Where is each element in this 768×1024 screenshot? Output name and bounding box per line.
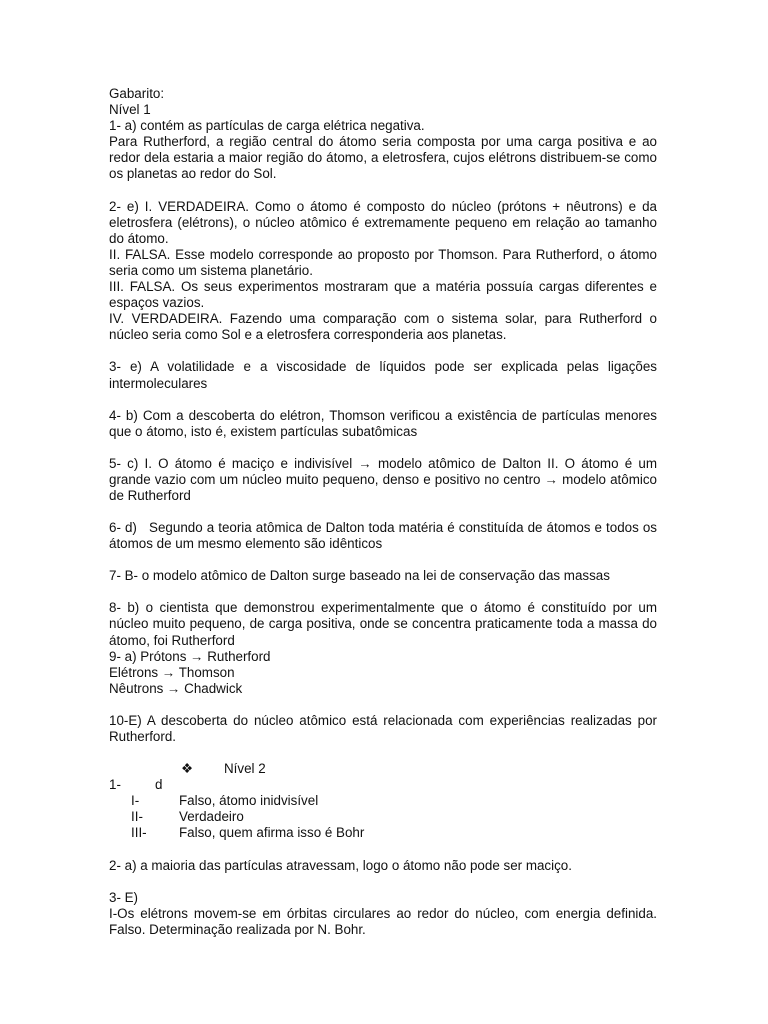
q10-answer: 10-E) A descoberta do núcleo atômico está relacionada com experiências realizadas por Rutherford. <box>109 712 657 744</box>
q2-item-2: II. FALSA. Esse modelo corresponde ao proposto por Thomson. Para Rutherford, o átomo seria como um sistema planetário. <box>109 246 657 278</box>
spacer <box>109 745 657 761</box>
spacer <box>109 842 657 858</box>
q9-line-2: Elétrons → Thomson <box>109 664 235 680</box>
spacer <box>109 392 657 408</box>
q2-item-4: IV. VERDADEIRA. Fazendo uma comparação com o sistema solar, para Rutherford o núcleo seria como Sol e a eletrosfera corresponderia aos planetas. <box>109 311 657 343</box>
level2-q1-answer: d <box>155 777 163 793</box>
level2-q3-item-1: I-Os elétrons movem-se em órbitas circulares ao redor do núcleo, com energia definida. Falso. Determinação realizada por N. Bohr. <box>109 905 657 937</box>
q1-answer: 1- a) contém as partículas de carga elétrica negativa. <box>109 118 425 134</box>
level2-heading <box>109 761 657 777</box>
list-item-text: Falso, quem afirma isso é Bohr <box>179 825 365 841</box>
level2-q1-number: 1- <box>109 777 121 793</box>
q3-answer: 3- e) A volatilidade e a viscosidade de líquidos pode ser explicada pelas ligações intermoleculares <box>109 359 657 391</box>
list-item <box>109 793 657 809</box>
list-item-numeral: II- <box>131 809 143 825</box>
list-item-numeral: I- <box>131 793 140 809</box>
list-item <box>109 825 657 841</box>
document-page <box>109 86 661 938</box>
q9-line-3: Nêutrons → Chadwick <box>109 680 243 696</box>
q7-answer: 7- B- o modelo atômico de Dalton surge baseado na lei de conservação das massas <box>109 568 610 584</box>
level2-q3-answer: 3- E) <box>109 889 139 905</box>
spacer <box>109 584 657 600</box>
spacer <box>109 440 657 456</box>
q8-answer: 8- b) o cientista que demonstrou experimentalmente que o átomo é constituído por um núcleo muito pequeno, de carga positiva, onde se concentra praticamente toda a massa do átomo, foi Rutherford <box>109 600 657 648</box>
q2-item-3: III. FALSA. Os seus experimentos mostraram que a matéria possuía cargas diferentes e espaços vazios. <box>109 279 657 311</box>
level1-heading: Nível 1 <box>109 102 151 118</box>
spacer <box>109 183 657 199</box>
doc-title: Gabarito: <box>109 86 165 101</box>
spacer <box>109 343 657 359</box>
spacer <box>109 874 657 890</box>
level2-q1 <box>109 777 657 793</box>
spacer <box>109 697 657 713</box>
level2-title: Nível 2 <box>224 761 266 777</box>
q6-answer: 6- d) Segundo a teoria atômica de Dalton toda matéria é constituída de átomos e todos os átomos de um mesmo elemento são idênticos <box>109 520 661 552</box>
spacer <box>109 504 657 520</box>
list-item <box>109 809 657 825</box>
list-item-text: Falso, átomo inidvisível <box>179 793 319 809</box>
level2-q2-answer: 2- a) a maioria das partículas atravessam, logo o átomo não pode ser maciço. <box>109 857 572 873</box>
q9-line-1: 9- a) Prótons → Rutherford <box>109 648 271 664</box>
q5-answer: 5- c) I. O átomo é maciço e indivisível → modelo atômico de Dalton II. O átomo é um grande vazio com um núcleo muito pequeno, denso e positivo no centro → modelo atômico de Rutherford <box>109 455 657 503</box>
list-item-numeral: III- <box>131 825 147 841</box>
q1-explanation: Para Rutherford, a região central do átomo seria composta por uma carga positiva e ao redor dela estaria a maior região do átomo, a eletrosfera, cujos elétrons distribuem-se como os planetas ao redor do Sol. <box>109 134 657 182</box>
diamond-bullet-icon: ❖ <box>181 761 194 777</box>
list-item-text: Verdadeiro <box>179 809 244 825</box>
spacer <box>109 552 657 568</box>
q4-answer: 4- b) Com a descoberta do elétron, Thomson verificou a existência de partículas menores que o átomo, isto é, existem partículas subatômicas <box>109 407 657 439</box>
q2-item-1: 2- e) I. VERDADEIRA. Como o átomo é composto do núcleo (prótons + nêutrons) e da eletrosfera (elétrons), o núcleo atômico é extremamente pequeno em relação ao tamanho do átomo. <box>109 198 657 246</box>
